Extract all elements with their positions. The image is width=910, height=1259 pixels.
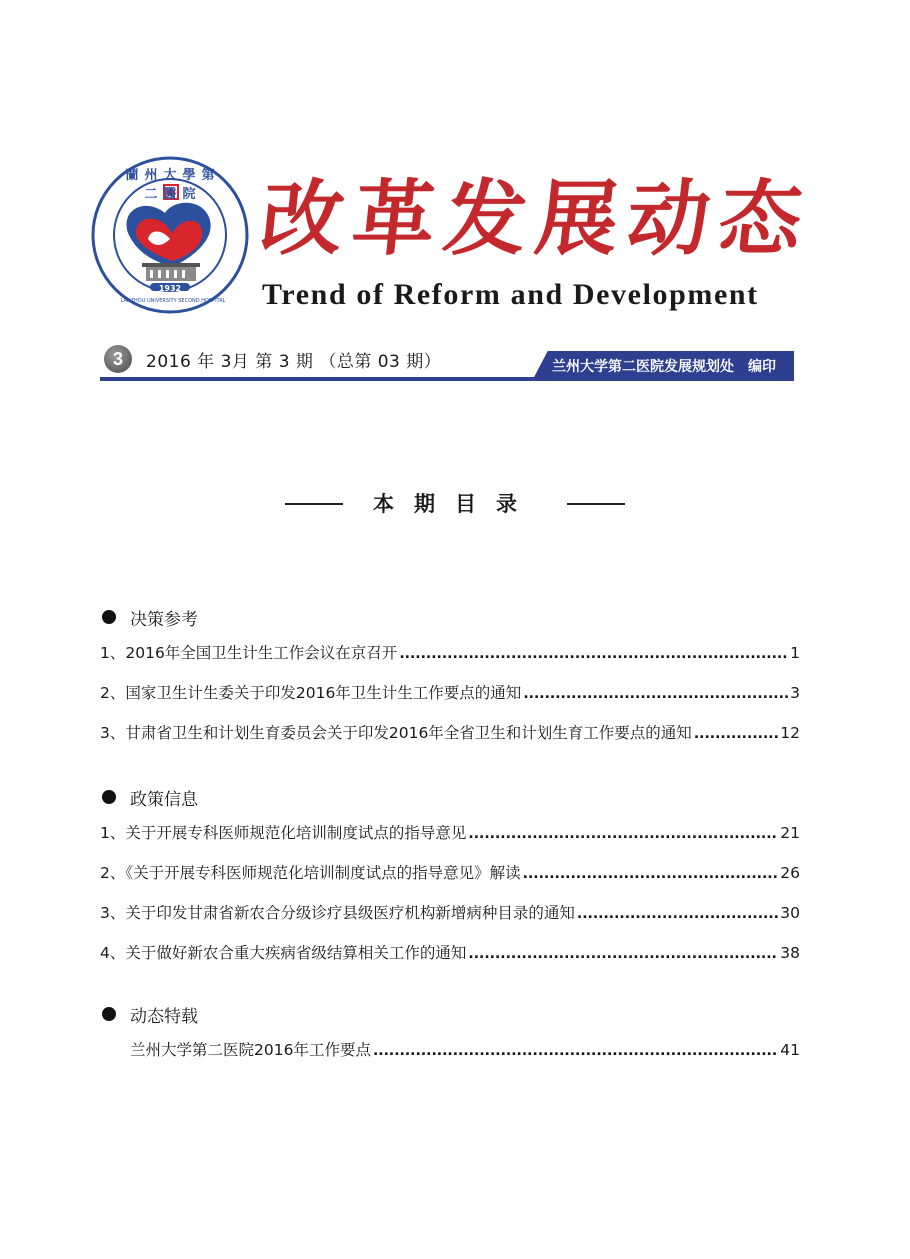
issue-date: 2016 年 3月 第 3 期 （总第 03 期）	[146, 352, 442, 372]
bullet-icon	[102, 1007, 116, 1021]
leader-dots	[694, 726, 778, 742]
entry-title: 3、甘肃省卫生和计划生育委员会关于印发2016年全省卫生和计划生育工作要点的通知	[100, 724, 692, 742]
leader-dots	[577, 906, 778, 922]
entry-page: 26	[780, 864, 800, 882]
toc-heading-row	[285, 488, 625, 518]
logo-year: 1932	[158, 284, 182, 293]
title-char: 展	[531, 171, 624, 267]
title-char: 动	[622, 171, 715, 267]
toc-entry[interactable]	[100, 941, 800, 981]
publisher-label: 兰州大学第二医院发展规划处 编印	[552, 359, 776, 375]
toc-entry[interactable]	[100, 721, 800, 761]
entry-title: 2、《关于开展专科医师规范化培训制度试点的指导意见》解读	[100, 864, 521, 882]
leader-dots	[399, 646, 788, 662]
bullet-icon	[102, 610, 116, 624]
title-char: 态	[714, 171, 807, 267]
leader-dots	[468, 946, 778, 962]
section-title: 决策参考	[130, 609, 198, 630]
entry-title: 3、关于印发甘肃省新农合分级诊疗县级医疗机构新增病种目录的通知	[100, 904, 575, 922]
masthead-divider	[100, 377, 790, 381]
section-title: 动态特载	[130, 1006, 198, 1027]
entry-title: 4、关于做好新农合重大疾病省级结算相关工作的通知	[100, 944, 467, 962]
toc-entry[interactable]	[100, 1038, 800, 1078]
toc-entry[interactable]	[100, 641, 800, 681]
entry-page: 3	[790, 684, 800, 702]
toc-entry[interactable]	[100, 681, 800, 721]
masthead-title-en: Trend of Reform and Development	[262, 278, 759, 311]
entry-page: 38	[780, 944, 800, 962]
toc-entry[interactable]	[100, 861, 800, 901]
issue-number-icon: 3	[104, 345, 132, 373]
entry-title: 2、国家卫生计生委关于印发2016年卫生计生工作要点的通知	[100, 684, 522, 702]
toc-section-decision	[100, 603, 800, 761]
leader-dots	[468, 826, 778, 842]
title-char: 发	[439, 171, 532, 267]
entry-page: 1	[790, 644, 800, 662]
toc-heading: 本期目录	[373, 491, 537, 516]
entry-page: 12	[780, 724, 800, 742]
toc-entry[interactable]	[100, 821, 800, 861]
leader-dots	[523, 686, 788, 702]
masthead-title-cn	[255, 150, 808, 275]
section-heading	[100, 783, 800, 811]
logo-ring-en: LANZHOU UNIVERSITY SECOND HOSPITAL	[120, 298, 226, 304]
section-heading	[100, 603, 800, 631]
entry-page: 30	[780, 904, 800, 922]
entry-page: 41	[780, 1041, 800, 1059]
bullet-icon	[102, 790, 116, 804]
entry-title: 兰州大学第二医院2016年工作要点	[130, 1041, 371, 1059]
logo-ring-text: 蘭州大學第二醫院	[125, 168, 221, 202]
toc-section-feature	[100, 1000, 800, 1078]
entry-page: 21	[780, 824, 800, 842]
section-title: 政策信息	[130, 789, 198, 810]
toc-section-policy	[100, 783, 800, 981]
heading-rule-right	[567, 503, 625, 505]
leader-dots	[373, 1043, 778, 1059]
section-heading	[100, 1000, 800, 1028]
toc-entry[interactable]	[100, 901, 800, 941]
heading-rule-left	[285, 503, 343, 505]
leader-dots	[523, 866, 779, 882]
entry-title: 1、2016年全国卫生计生工作会议在京召开	[100, 644, 398, 662]
title-char: 革	[347, 171, 440, 267]
entry-title: 1、关于开展专科医师规范化培训制度试点的指导意见	[100, 824, 467, 842]
title-char: 改	[256, 171, 349, 267]
